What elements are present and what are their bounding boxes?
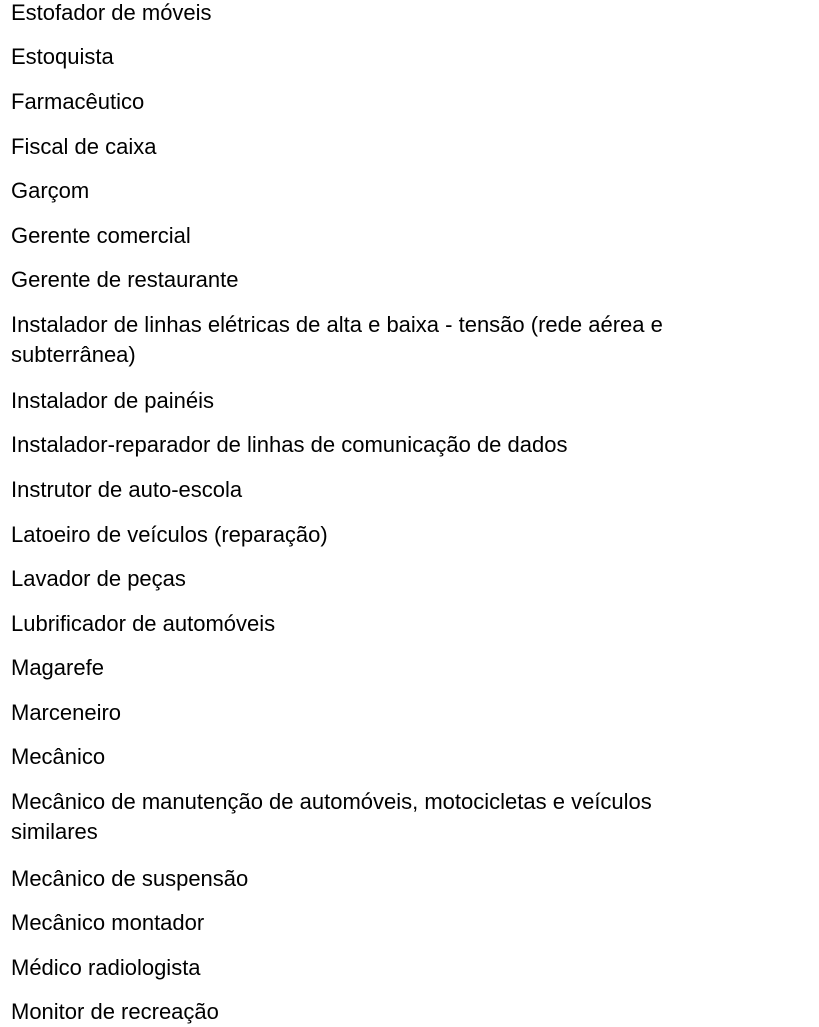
list-item: Garçom: [11, 178, 90, 203]
list-item: Farmacêutico: [11, 89, 145, 114]
list-item: Mecânico: [11, 744, 106, 769]
list-item: Latoeiro de veículos (reparação): [11, 522, 328, 547]
list-item: Marceneiro: [11, 700, 122, 725]
list-item: Instrutor de auto-escola: [11, 477, 243, 502]
list-item: Lubrificador de automóveis: [11, 611, 276, 636]
list-item: Magarefe: [11, 655, 104, 680]
list-item-line: similares: [11, 819, 98, 844]
list-item: Monitor de recreação: [11, 999, 219, 1024]
list-item: Estoquista: [11, 44, 114, 69]
list-item: Instalador-reparador de linhas de comunicação de dados: [11, 432, 568, 457]
list-item-line: Instalador de linhas elétricas de alta e baixa - tensão (rede aérea e: [11, 312, 663, 337]
list-item: Gerente comercial: [11, 223, 191, 248]
list-item: Instalador de painéis: [11, 388, 215, 413]
list-item-line: subterrânea): [11, 342, 136, 367]
list-item: Fiscal de caixa: [11, 134, 157, 159]
list-item: Lavador de peças: [11, 566, 186, 591]
list-item: Gerente de restaurante: [11, 267, 239, 292]
list-item: Mecânico de suspensão: [11, 866, 249, 891]
list-item: Estofador de móveis: [11, 0, 212, 25]
list-item: Médico radiologista: [11, 955, 201, 980]
list-item-line: Mecânico de manutenção de automóveis, motocicletas e veículos: [11, 789, 652, 814]
list-item: Mecânico montador: [11, 910, 205, 935]
